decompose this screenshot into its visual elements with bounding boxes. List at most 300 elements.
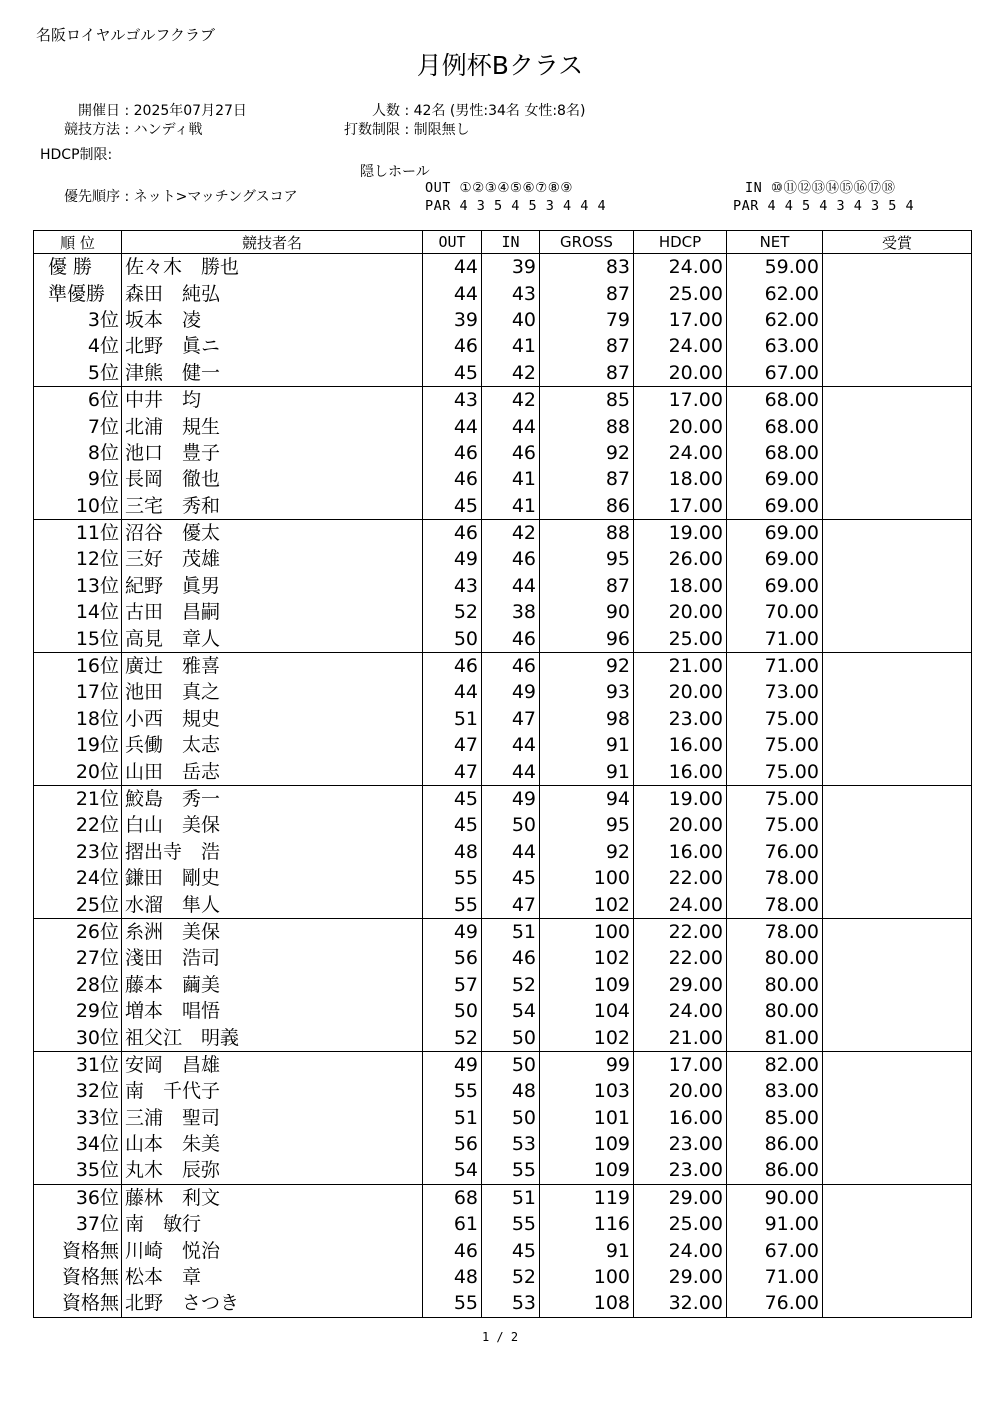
cell-in: 44 bbox=[482, 758, 540, 785]
cell-in: 41 bbox=[482, 466, 540, 492]
cell-hdcp: 24.00 bbox=[634, 333, 727, 359]
cell-name: 古田 昌嗣 bbox=[122, 599, 423, 625]
cell-in: 50 bbox=[482, 1051, 540, 1078]
cell-out: 46 bbox=[423, 440, 482, 466]
cell-gross: 88 bbox=[540, 413, 634, 439]
cell-gross: 87 bbox=[540, 280, 634, 306]
cell-name: 三宅 秀和 bbox=[122, 493, 423, 520]
hidden-holes-label: 隠しホール bbox=[360, 164, 430, 180]
cell-rank: 29位 bbox=[75, 1000, 119, 1023]
table-row bbox=[34, 386, 972, 413]
participants-label: 人数 bbox=[372, 103, 400, 119]
cell-rank: 資格無 bbox=[61, 1266, 119, 1289]
cell-out: 61 bbox=[423, 1211, 482, 1237]
cell-award bbox=[823, 599, 972, 625]
date-line: 開催日 : 2025年07月27日 bbox=[40, 102, 247, 120]
cell-gross: 87 bbox=[540, 360, 634, 387]
cell-name: 藤林 利文 bbox=[122, 1184, 423, 1211]
cell-hdcp: 18.00 bbox=[634, 466, 727, 492]
table-row bbox=[34, 679, 972, 705]
cell-rank: 16位 bbox=[34, 652, 122, 679]
cell-gross: 93 bbox=[540, 679, 634, 705]
cell-hdcp: 17.00 bbox=[634, 1051, 727, 1078]
table-row bbox=[34, 865, 972, 891]
cell-award bbox=[823, 679, 972, 705]
cell-net: 62.00 bbox=[727, 307, 823, 333]
cell-award bbox=[823, 625, 972, 652]
cell-in: 52 bbox=[482, 972, 540, 998]
cell-in: 47 bbox=[482, 891, 540, 918]
cell-in: 49 bbox=[482, 679, 540, 705]
cell-award bbox=[823, 519, 972, 546]
cell-rank: 6位 bbox=[34, 386, 122, 413]
cell-out: 52 bbox=[423, 1024, 482, 1051]
cell-net: 91.00 bbox=[727, 1211, 823, 1237]
cell-rank: 19位 bbox=[75, 734, 119, 757]
priority-line: 優先順序 : ネット>マッチングスコア bbox=[40, 188, 298, 206]
cell-out: 48 bbox=[423, 839, 482, 865]
cell-name: 北野 眞ニ bbox=[122, 333, 423, 359]
cell-hdcp: 22.00 bbox=[634, 945, 727, 971]
col-out: OUT bbox=[423, 231, 482, 254]
cell-out: 56 bbox=[423, 1131, 482, 1157]
cell-rank: 11位 bbox=[34, 519, 122, 546]
cell-rank: 12位 bbox=[75, 548, 119, 571]
table-row bbox=[34, 972, 972, 998]
cell-out: 52 bbox=[423, 599, 482, 625]
cell-name: 安岡 昌雄 bbox=[122, 1051, 423, 1078]
cell-award bbox=[823, 1264, 972, 1290]
cell-award bbox=[823, 945, 972, 971]
cell-gross: 116 bbox=[540, 1211, 634, 1237]
cell-in: 44 bbox=[482, 839, 540, 865]
table-row bbox=[34, 839, 972, 865]
cell-gross: 92 bbox=[540, 440, 634, 466]
cell-award bbox=[823, 812, 972, 838]
col-gross: GROSS bbox=[540, 231, 634, 254]
cell-name: 池口 豊子 bbox=[122, 440, 423, 466]
cell-award bbox=[823, 386, 972, 413]
cell-hdcp: 16.00 bbox=[634, 732, 727, 758]
cell-net: 78.00 bbox=[727, 918, 823, 945]
cell-out: 43 bbox=[423, 386, 482, 413]
cell-net: 68.00 bbox=[727, 386, 823, 413]
cell-gross: 96 bbox=[540, 625, 634, 652]
out-holes: OUT ①②③④⑤⑥⑦⑧⑨ bbox=[425, 180, 573, 196]
cell-out: 49 bbox=[423, 918, 482, 945]
cell-net: 69.00 bbox=[727, 493, 823, 520]
cell-hdcp: 23.00 bbox=[634, 1131, 727, 1157]
cell-hdcp: 16.00 bbox=[634, 839, 727, 865]
cell-out: 50 bbox=[423, 625, 482, 652]
cell-gross: 83 bbox=[540, 254, 634, 281]
cell-hdcp: 29.00 bbox=[634, 1184, 727, 1211]
table-row bbox=[34, 998, 972, 1024]
cell-net: 86.00 bbox=[727, 1157, 823, 1184]
cell-award bbox=[823, 333, 972, 359]
cell-name: 祖父江 明義 bbox=[122, 1024, 423, 1051]
cell-hdcp: 17.00 bbox=[634, 493, 727, 520]
cell-name: 摺出寺 浩 bbox=[122, 839, 423, 865]
cell-net: 75.00 bbox=[727, 706, 823, 732]
cell-gross: 91 bbox=[540, 732, 634, 758]
cell-award bbox=[823, 1105, 972, 1131]
cell-award bbox=[823, 360, 972, 387]
cell-net: 81.00 bbox=[727, 1024, 823, 1051]
cell-net: 71.00 bbox=[727, 652, 823, 679]
cell-award bbox=[823, 758, 972, 785]
method-line: 競技方法 : ハンディ戦 bbox=[40, 121, 203, 139]
cell-rank: 9位 bbox=[87, 468, 119, 491]
cell-name: 佐々木 勝也 bbox=[122, 254, 423, 281]
cell-rank: 25位 bbox=[75, 893, 119, 916]
cell-rank: 資格無 bbox=[61, 1239, 119, 1262]
cell-in: 47 bbox=[482, 706, 540, 732]
cell-in: 39 bbox=[482, 254, 540, 281]
cell-rank: 27位 bbox=[75, 947, 119, 970]
cell-in: 50 bbox=[482, 1105, 540, 1131]
cell-gross: 108 bbox=[540, 1290, 634, 1317]
cell-net: 86.00 bbox=[727, 1131, 823, 1157]
cell-out: 54 bbox=[423, 1157, 482, 1184]
cell-out: 45 bbox=[423, 360, 482, 387]
cell-award bbox=[823, 573, 972, 599]
cell-in: 50 bbox=[482, 1024, 540, 1051]
cell-net: 67.00 bbox=[727, 1237, 823, 1263]
cell-hdcp: 22.00 bbox=[634, 865, 727, 891]
table-row bbox=[34, 307, 972, 333]
cell-hdcp: 21.00 bbox=[634, 652, 727, 679]
table-row bbox=[34, 280, 972, 306]
cell-rank: 8位 bbox=[87, 441, 119, 464]
cell-hdcp: 20.00 bbox=[634, 1078, 727, 1104]
cell-award bbox=[823, 493, 972, 520]
cell-in: 53 bbox=[482, 1290, 540, 1317]
cell-name: 沼谷 優太 bbox=[122, 519, 423, 546]
cell-rank: 資格無 bbox=[61, 1292, 119, 1315]
cell-hdcp: 26.00 bbox=[634, 546, 727, 572]
cell-hdcp: 19.00 bbox=[634, 519, 727, 546]
table-row bbox=[34, 945, 972, 971]
cell-award bbox=[823, 972, 972, 998]
cell-in: 46 bbox=[482, 625, 540, 652]
cell-gross: 79 bbox=[540, 307, 634, 333]
table-row bbox=[34, 652, 972, 679]
cell-net: 63.00 bbox=[727, 333, 823, 359]
table-row bbox=[34, 440, 972, 466]
cell-in: 42 bbox=[482, 519, 540, 546]
cell-net: 76.00 bbox=[727, 1290, 823, 1317]
cell-net: 71.00 bbox=[727, 625, 823, 652]
cell-net: 67.00 bbox=[727, 360, 823, 387]
cell-award bbox=[823, 918, 972, 945]
cell-rank: 22位 bbox=[75, 814, 119, 837]
table-row bbox=[34, 812, 972, 838]
cell-name: 増本 唱悟 bbox=[122, 998, 423, 1024]
cell-rank: 21位 bbox=[34, 785, 122, 812]
cell-in: 52 bbox=[482, 1264, 540, 1290]
cell-name: 小西 規史 bbox=[122, 706, 423, 732]
cell-award bbox=[823, 865, 972, 891]
cell-hdcp: 16.00 bbox=[634, 758, 727, 785]
club-name: 名阪ロイヤルゴルフクラブ bbox=[36, 26, 215, 44]
cell-in: 51 bbox=[482, 1184, 540, 1211]
cell-name: 紀野 眞男 bbox=[122, 573, 423, 599]
cell-out: 49 bbox=[423, 1051, 482, 1078]
cell-gross: 87 bbox=[540, 466, 634, 492]
table-row bbox=[34, 573, 972, 599]
cell-gross: 109 bbox=[540, 972, 634, 998]
cell-gross: 92 bbox=[540, 839, 634, 865]
cell-rank: 26位 bbox=[34, 918, 122, 945]
cell-out: 44 bbox=[423, 280, 482, 306]
in-holes: IN ⑩⑪⑫⑬⑭⑮⑯⑰⑱ bbox=[745, 180, 896, 196]
cell-in: 46 bbox=[482, 546, 540, 572]
cell-hdcp: 24.00 bbox=[634, 440, 727, 466]
cell-net: 78.00 bbox=[727, 891, 823, 918]
cell-gross: 119 bbox=[540, 1184, 634, 1211]
cell-name: 松本 章 bbox=[122, 1264, 423, 1290]
col-net: NET bbox=[727, 231, 823, 254]
cell-hdcp: 16.00 bbox=[634, 1105, 727, 1131]
table-row bbox=[34, 493, 972, 520]
cell-hdcp: 25.00 bbox=[634, 280, 727, 306]
table-row bbox=[34, 1131, 972, 1157]
cell-rank: 5位 bbox=[87, 361, 119, 384]
cell-gross: 95 bbox=[540, 546, 634, 572]
cell-name: 鎌田 剛史 bbox=[122, 865, 423, 891]
cell-award bbox=[823, 466, 972, 492]
cell-net: 80.00 bbox=[727, 998, 823, 1024]
cell-hdcp: 29.00 bbox=[634, 1264, 727, 1290]
cell-rank: 20位 bbox=[75, 760, 119, 783]
cell-in: 46 bbox=[482, 652, 540, 679]
participants-value: 42名 (男性:34名 女性:8名) bbox=[413, 103, 586, 119]
cell-rank: 35位 bbox=[75, 1159, 119, 1182]
cell-hdcp: 18.00 bbox=[634, 573, 727, 599]
method-value: ハンディ戦 bbox=[133, 122, 203, 138]
cell-name: 三好 茂雄 bbox=[122, 546, 423, 572]
cell-out: 46 bbox=[423, 652, 482, 679]
cell-rank: 31位 bbox=[34, 1051, 122, 1078]
cell-gross: 87 bbox=[540, 333, 634, 359]
cell-hdcp: 32.00 bbox=[634, 1290, 727, 1317]
table-row bbox=[34, 625, 972, 652]
cell-gross: 95 bbox=[540, 812, 634, 838]
table-row bbox=[34, 918, 972, 945]
cell-gross: 102 bbox=[540, 945, 634, 971]
cell-award bbox=[823, 254, 972, 281]
priority-label: 優先順序 bbox=[64, 189, 120, 205]
cell-in: 38 bbox=[482, 599, 540, 625]
cell-gross: 99 bbox=[540, 1051, 634, 1078]
cell-name: 白山 美保 bbox=[122, 812, 423, 838]
cell-out: 55 bbox=[423, 865, 482, 891]
cell-name: 高見 章人 bbox=[122, 625, 423, 652]
cell-award bbox=[823, 1237, 972, 1263]
cell-gross: 109 bbox=[540, 1131, 634, 1157]
cell-gross: 100 bbox=[540, 1264, 634, 1290]
cell-gross: 104 bbox=[540, 998, 634, 1024]
cell-hdcp: 20.00 bbox=[634, 679, 727, 705]
cell-in: 55 bbox=[482, 1157, 540, 1184]
cell-rank: 18位 bbox=[75, 707, 119, 730]
cell-out: 49 bbox=[423, 546, 482, 572]
cell-rank: 15位 bbox=[75, 627, 119, 650]
cell-gross: 94 bbox=[540, 785, 634, 812]
table-row bbox=[34, 758, 972, 785]
cell-hdcp: 24.00 bbox=[634, 254, 727, 281]
table-row bbox=[34, 466, 972, 492]
cell-hdcp: 20.00 bbox=[634, 360, 727, 387]
hdcp-limit-label: HDCP制限: bbox=[40, 147, 113, 163]
cell-rank: 32位 bbox=[75, 1080, 119, 1103]
cell-gross: 86 bbox=[540, 493, 634, 520]
cell-name: 山田 岳志 bbox=[122, 758, 423, 785]
cell-hdcp: 23.00 bbox=[634, 1157, 727, 1184]
cell-name: 長岡 徹也 bbox=[122, 466, 423, 492]
cell-in: 46 bbox=[482, 945, 540, 971]
cell-rank: 13位 bbox=[75, 574, 119, 597]
results-table bbox=[33, 230, 972, 1318]
cell-gross: 100 bbox=[540, 865, 634, 891]
cell-out: 47 bbox=[423, 732, 482, 758]
cell-rank: 28位 bbox=[75, 973, 119, 996]
cell-in: 50 bbox=[482, 812, 540, 838]
cell-rank: 10位 bbox=[75, 494, 119, 517]
cell-out: 48 bbox=[423, 1264, 482, 1290]
table-row bbox=[34, 254, 972, 281]
cell-award bbox=[823, 1024, 972, 1051]
results-body bbox=[34, 254, 972, 1318]
cell-out: 46 bbox=[423, 333, 482, 359]
cell-rank: 36位 bbox=[34, 1184, 122, 1211]
date-value: 2025年07月27日 bbox=[133, 103, 247, 119]
table-row bbox=[34, 333, 972, 359]
cell-out: 56 bbox=[423, 945, 482, 971]
table-row bbox=[34, 785, 972, 812]
cell-hdcp: 29.00 bbox=[634, 972, 727, 998]
cell-rank: 37位 bbox=[75, 1213, 119, 1236]
cell-award bbox=[823, 440, 972, 466]
cell-name: 糸洲 美保 bbox=[122, 918, 423, 945]
cell-gross: 109 bbox=[540, 1157, 634, 1184]
cell-gross: 87 bbox=[540, 573, 634, 599]
cell-net: 68.00 bbox=[727, 413, 823, 439]
cell-net: 69.00 bbox=[727, 519, 823, 546]
cell-net: 75.00 bbox=[727, 812, 823, 838]
cell-out: 55 bbox=[423, 1290, 482, 1317]
cell-in: 44 bbox=[482, 573, 540, 599]
cell-hdcp: 22.00 bbox=[634, 918, 727, 945]
cell-name: 北野 さつき bbox=[122, 1290, 423, 1317]
cell-in: 55 bbox=[482, 1211, 540, 1237]
cell-name: 中井 均 bbox=[122, 386, 423, 413]
cell-net: 70.00 bbox=[727, 599, 823, 625]
cell-net: 71.00 bbox=[727, 1264, 823, 1290]
cell-out: 55 bbox=[423, 891, 482, 918]
cell-in: 45 bbox=[482, 1237, 540, 1263]
table-row bbox=[34, 1184, 972, 1211]
cell-gross: 102 bbox=[540, 891, 634, 918]
stroke-limit-value: 制限無し bbox=[413, 122, 470, 138]
cell-net: 69.00 bbox=[727, 573, 823, 599]
cell-in: 40 bbox=[482, 307, 540, 333]
cell-out: 57 bbox=[423, 972, 482, 998]
cell-name: 兵働 太志 bbox=[122, 732, 423, 758]
page-number: 1 / 2 bbox=[481, 1330, 519, 1344]
cell-net: 82.00 bbox=[727, 1051, 823, 1078]
cell-rank: 4位 bbox=[87, 335, 119, 358]
cell-hdcp: 24.00 bbox=[634, 998, 727, 1024]
cell-award bbox=[823, 307, 972, 333]
cell-rank: 34位 bbox=[75, 1133, 119, 1156]
cell-hdcp: 20.00 bbox=[634, 599, 727, 625]
priority-value: ネット>マッチングスコア bbox=[133, 189, 298, 205]
cell-name: 廣辻 雅喜 bbox=[122, 652, 423, 679]
cell-name: 丸木 辰弥 bbox=[122, 1157, 423, 1184]
cell-in: 46 bbox=[482, 440, 540, 466]
table-row bbox=[34, 1157, 972, 1184]
cell-award bbox=[823, 1157, 972, 1184]
cell-net: 80.00 bbox=[727, 972, 823, 998]
table-row bbox=[34, 1290, 972, 1317]
participants-line: 人数 : 42名 (男性:34名 女性:8名) bbox=[320, 102, 585, 120]
table-row bbox=[34, 891, 972, 918]
col-hdcp: HDCP bbox=[634, 231, 727, 254]
table-row bbox=[34, 1237, 972, 1263]
cell-net: 76.00 bbox=[727, 839, 823, 865]
cell-out: 46 bbox=[423, 519, 482, 546]
cell-hdcp: 17.00 bbox=[634, 386, 727, 413]
cell-award bbox=[823, 839, 972, 865]
cell-hdcp: 25.00 bbox=[634, 625, 727, 652]
cell-net: 75.00 bbox=[727, 758, 823, 785]
cell-out: 46 bbox=[423, 466, 482, 492]
cell-in: 41 bbox=[482, 493, 540, 520]
table-row bbox=[34, 732, 972, 758]
col-rank: 順 位 bbox=[34, 231, 122, 254]
cell-out: 46 bbox=[423, 1237, 482, 1263]
cell-award bbox=[823, 1290, 972, 1317]
cell-out: 45 bbox=[423, 493, 482, 520]
cell-name: 三浦 聖司 bbox=[122, 1105, 423, 1131]
cell-out: 47 bbox=[423, 758, 482, 785]
cell-in: 45 bbox=[482, 865, 540, 891]
table-row bbox=[34, 1024, 972, 1051]
cell-in: 42 bbox=[482, 386, 540, 413]
table-row bbox=[34, 1105, 972, 1131]
cell-award bbox=[823, 280, 972, 306]
table-row bbox=[34, 1051, 972, 1078]
cell-name: 鮫島 秀一 bbox=[122, 785, 423, 812]
cell-net: 75.00 bbox=[727, 732, 823, 758]
cell-net: 90.00 bbox=[727, 1184, 823, 1211]
cell-net: 80.00 bbox=[727, 945, 823, 971]
cell-gross: 90 bbox=[540, 599, 634, 625]
cell-award bbox=[823, 1051, 972, 1078]
cell-hdcp: 20.00 bbox=[634, 812, 727, 838]
cell-name: 淺田 浩司 bbox=[122, 945, 423, 971]
cell-out: 51 bbox=[423, 1105, 482, 1131]
cell-rank: 優 勝 bbox=[48, 256, 93, 279]
cell-name: 坂本 凌 bbox=[122, 307, 423, 333]
cell-rank: 24位 bbox=[75, 867, 119, 890]
cell-in: 48 bbox=[482, 1078, 540, 1104]
cell-out: 44 bbox=[423, 254, 482, 281]
out-par: PAR 4 3 5 4 5 3 4 4 4 bbox=[425, 198, 607, 214]
cell-out: 43 bbox=[423, 573, 482, 599]
